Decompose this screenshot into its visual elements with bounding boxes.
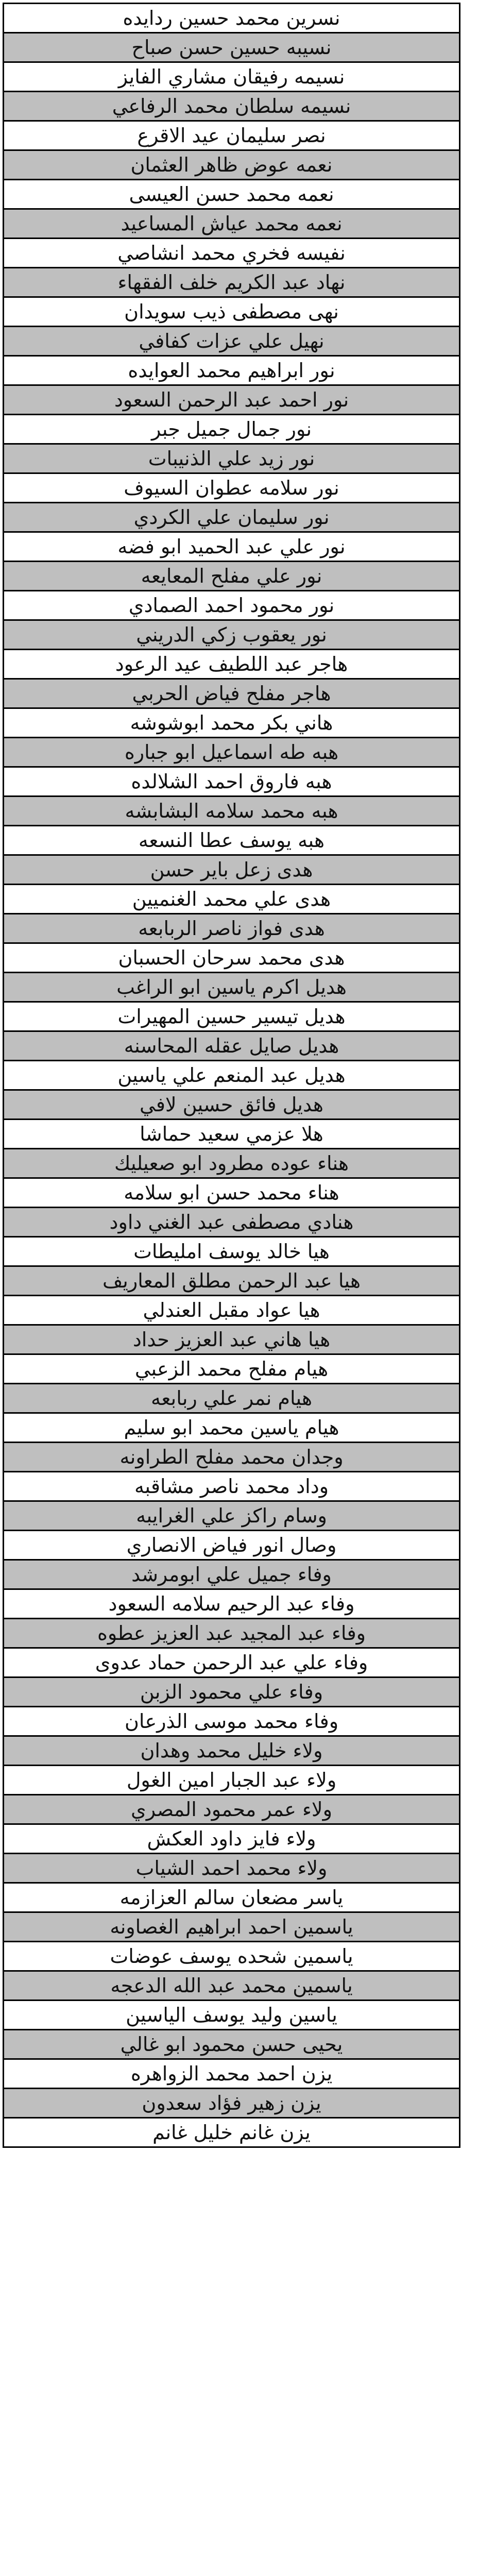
table-row xyxy=(4,767,460,796)
table-row xyxy=(4,297,460,327)
name-cell: هيا عبد الرحمن مطلق المعاريف xyxy=(4,1266,460,1296)
name-cell: هدى علي محمد الغنميين xyxy=(4,885,460,914)
table-row xyxy=(4,679,460,708)
table-row xyxy=(4,1707,460,1736)
name-cell: هبه فاروق احمد الشلالده xyxy=(4,767,460,796)
table-row xyxy=(4,1002,460,1031)
table-row xyxy=(4,708,460,738)
table-row xyxy=(4,62,460,92)
table-row xyxy=(4,855,460,885)
names-table xyxy=(3,3,460,2148)
name-cell: هديل تيسير حسين المهيرات xyxy=(4,1002,460,1031)
table-row xyxy=(4,1736,460,1766)
name-cell: نعمه محمد حسن العيسى xyxy=(4,180,460,209)
table-row xyxy=(4,180,460,209)
table-row xyxy=(4,914,460,943)
name-cell: هديل اكرم ياسين ابو الراغب xyxy=(4,973,460,1002)
name-cell: نعمه عوض ظاهر العثمان xyxy=(4,150,460,180)
names-table-body xyxy=(4,4,460,2147)
table-row xyxy=(4,973,460,1002)
table-row xyxy=(4,2001,460,2030)
name-cell: وداد محمد ناصر مشاقبه xyxy=(4,1472,460,1501)
table-row xyxy=(4,356,460,385)
table-row xyxy=(4,1854,460,1883)
name-cell: يزن غانم خليل غانم xyxy=(4,2118,460,2147)
table-row xyxy=(4,796,460,826)
name-cell: هبه طه اسماعيل ابو جباره xyxy=(4,738,460,767)
name-cell: نعمه محمد عياش المساعيد xyxy=(4,209,460,239)
table-row xyxy=(4,33,460,62)
name-cell: هيام ياسين محمد ابو سليم xyxy=(4,1413,460,1443)
table-row xyxy=(4,650,460,679)
name-cell: هدى زعل باير حسن xyxy=(4,855,460,885)
name-cell: ياسمين محمد عبد الله الدعجه xyxy=(4,1971,460,2001)
name-cell: هيام نمر علي ربابعه xyxy=(4,1384,460,1413)
table-row xyxy=(4,562,460,591)
table-row xyxy=(4,239,460,268)
table-row xyxy=(4,1971,460,2001)
table-row xyxy=(4,1942,460,1971)
table-row xyxy=(4,532,460,562)
table-row xyxy=(4,620,460,650)
table-row xyxy=(4,591,460,620)
name-cell: نور جمال جميل جبر xyxy=(4,415,460,444)
name-cell: هيا عواد مقبل العندلي xyxy=(4,1296,460,1325)
name-cell: نور محمود احمد الصمادي xyxy=(4,591,460,620)
name-cell: هديل صايل عقله المحاسنه xyxy=(4,1031,460,1061)
name-cell: نهى مصطفى ذيب سويدان xyxy=(4,297,460,327)
table-row xyxy=(4,1766,460,1795)
table-row xyxy=(4,92,460,121)
table-row xyxy=(4,943,460,973)
table-row xyxy=(4,2089,460,2118)
name-cell: وجدان محمد مفلح الطراونه xyxy=(4,1443,460,1472)
table-row xyxy=(4,2118,460,2147)
name-cell: هاني بكر محمد ابوشوشه xyxy=(4,708,460,738)
table-row xyxy=(4,1090,460,1120)
table-row xyxy=(4,1824,460,1854)
table-row xyxy=(4,885,460,914)
name-cell: هيا هاني عبد العزيز حداد xyxy=(4,1325,460,1354)
name-cell: ياسمين شحده يوسف عوضات xyxy=(4,1942,460,1971)
table-row xyxy=(4,826,460,855)
table-row xyxy=(4,1472,460,1501)
name-cell: وفاء جميل علي ابومرشد xyxy=(4,1560,460,1589)
table-row xyxy=(4,1325,460,1354)
name-cell: هنادي مصطفى عبد الغني داود xyxy=(4,1208,460,1237)
name-cell: هاجر عبد اللطيف عيد الرعود xyxy=(4,650,460,679)
name-cell: نهيل علي عزات كفافي xyxy=(4,327,460,356)
table-row xyxy=(4,150,460,180)
name-cell: وفاء عبد الرحيم سلامه السعود xyxy=(4,1589,460,1619)
table-row xyxy=(4,1677,460,1707)
name-cell: نسيبه حسين حسن صباح xyxy=(4,33,460,62)
name-cell: نور احمد عبد الرحمن السعود xyxy=(4,385,460,415)
name-cell: نسيمه سلطان محمد الرفاعي xyxy=(4,92,460,121)
name-cell: هديل فائق حسين لافي xyxy=(4,1090,460,1120)
name-cell: هبه يوسف عطا النسعه xyxy=(4,826,460,855)
name-cell: ولاء محمد احمد الشياب xyxy=(4,1854,460,1883)
table-row xyxy=(4,1031,460,1061)
table-row xyxy=(4,1413,460,1443)
table-row xyxy=(4,2059,460,2089)
table-row xyxy=(4,1384,460,1413)
table-row xyxy=(4,415,460,444)
table-row xyxy=(4,1443,460,1472)
table-row xyxy=(4,4,460,33)
table-row xyxy=(4,1619,460,1648)
table-row xyxy=(4,503,460,532)
name-cell: نهاد عبد الكريم خلف الفقهاء xyxy=(4,268,460,297)
table-row xyxy=(4,327,460,356)
name-cell: هيا خالد يوسف امليطات xyxy=(4,1237,460,1266)
name-cell: يحيى حسن محمود ابو غالي xyxy=(4,2030,460,2059)
table-row xyxy=(4,385,460,415)
table-row xyxy=(4,1354,460,1384)
name-cell: ولاء فايز داود العكش xyxy=(4,1824,460,1854)
name-cell: نور يعقوب زكي الدريني xyxy=(4,620,460,650)
name-cell: وفاء علي عبد الرحمن حماد عدوى xyxy=(4,1648,460,1677)
name-cell: نصر سليمان عيد الاقرع xyxy=(4,121,460,150)
name-cell: وصال انور فياض الانصاري xyxy=(4,1531,460,1560)
table-row xyxy=(4,738,460,767)
table-row xyxy=(4,1237,460,1266)
table-row xyxy=(4,209,460,239)
name-cell: نور زيد علي الذنيبات xyxy=(4,444,460,473)
name-cell: نور ابراهيم محمد العوايده xyxy=(4,356,460,385)
name-cell: هلا عزمي سعيد حماشا xyxy=(4,1120,460,1149)
name-cell: نور علي مفلح المعايعه xyxy=(4,562,460,591)
name-cell: نسيمه رفيقان مشاري الفايز xyxy=(4,62,460,92)
table-row xyxy=(4,1061,460,1090)
name-cell: ولاء عبد الجبار امين الغول xyxy=(4,1766,460,1795)
name-cell: هاجر مفلح فياض الحربي xyxy=(4,679,460,708)
table-row xyxy=(4,1149,460,1178)
table-row xyxy=(4,1266,460,1296)
name-cell: نفيسه فخري محمد انشاصي xyxy=(4,239,460,268)
name-cell: ياسين وليد يوسف الياسين xyxy=(4,2001,460,2030)
table-row xyxy=(4,1648,460,1677)
table-row xyxy=(4,1795,460,1824)
name-cell: هدى محمد سرحان الحسبان xyxy=(4,943,460,973)
table-row xyxy=(4,473,460,503)
name-cell: يزن احمد محمد الزواهره xyxy=(4,2059,460,2089)
name-cell: هيام مفلح محمد الزعبي xyxy=(4,1354,460,1384)
name-cell: وسام راكز علي الغرايبه xyxy=(4,1501,460,1531)
name-cell: هدى فواز ناصر الربابعه xyxy=(4,914,460,943)
table-row xyxy=(4,268,460,297)
name-cell: نور سلامه عطوان السيوف xyxy=(4,473,460,503)
table-row xyxy=(4,1883,460,1912)
name-cell: يزن زهير فؤاد سعدون xyxy=(4,2089,460,2118)
name-cell: ولاء خليل محمد وهدان xyxy=(4,1736,460,1766)
name-cell: نور علي عبد الحميد ابو فضه xyxy=(4,532,460,562)
name-cell: هديل عبد المنعم علي ياسين xyxy=(4,1061,460,1090)
name-cell: هبه محمد سلامه البشابشه xyxy=(4,796,460,826)
table-row xyxy=(4,444,460,473)
table-row xyxy=(4,1178,460,1208)
name-cell: وفاء محمد موسى الذرعان xyxy=(4,1707,460,1736)
table-row xyxy=(4,1589,460,1619)
name-cell: نسرين محمد حسين ردايده xyxy=(4,4,460,33)
name-cell: ياسمين احمد ابراهيم الغصاونه xyxy=(4,1912,460,1942)
name-cell: هناء محمد حسن ابو سلامه xyxy=(4,1178,460,1208)
table-row xyxy=(4,1208,460,1237)
table-row xyxy=(4,1531,460,1560)
table-row xyxy=(4,1501,460,1531)
name-cell: وفاء علي محمود الزبن xyxy=(4,1677,460,1707)
table-row xyxy=(4,1560,460,1589)
name-cell: ولاء عمر محمود المصري xyxy=(4,1795,460,1824)
table-row xyxy=(4,2030,460,2059)
table-row xyxy=(4,121,460,150)
name-cell: ياسر مضعان سالم العزازمه xyxy=(4,1883,460,1912)
table-row xyxy=(4,1912,460,1942)
table-row xyxy=(4,1296,460,1325)
name-cell: هناء عوده مطرود ابو صعيليك xyxy=(4,1149,460,1178)
name-cell: وفاء عبد المجيد عبد العزيز عطوه xyxy=(4,1619,460,1648)
table-row xyxy=(4,1120,460,1149)
name-cell: نور سليمان علي الكردي xyxy=(4,503,460,532)
